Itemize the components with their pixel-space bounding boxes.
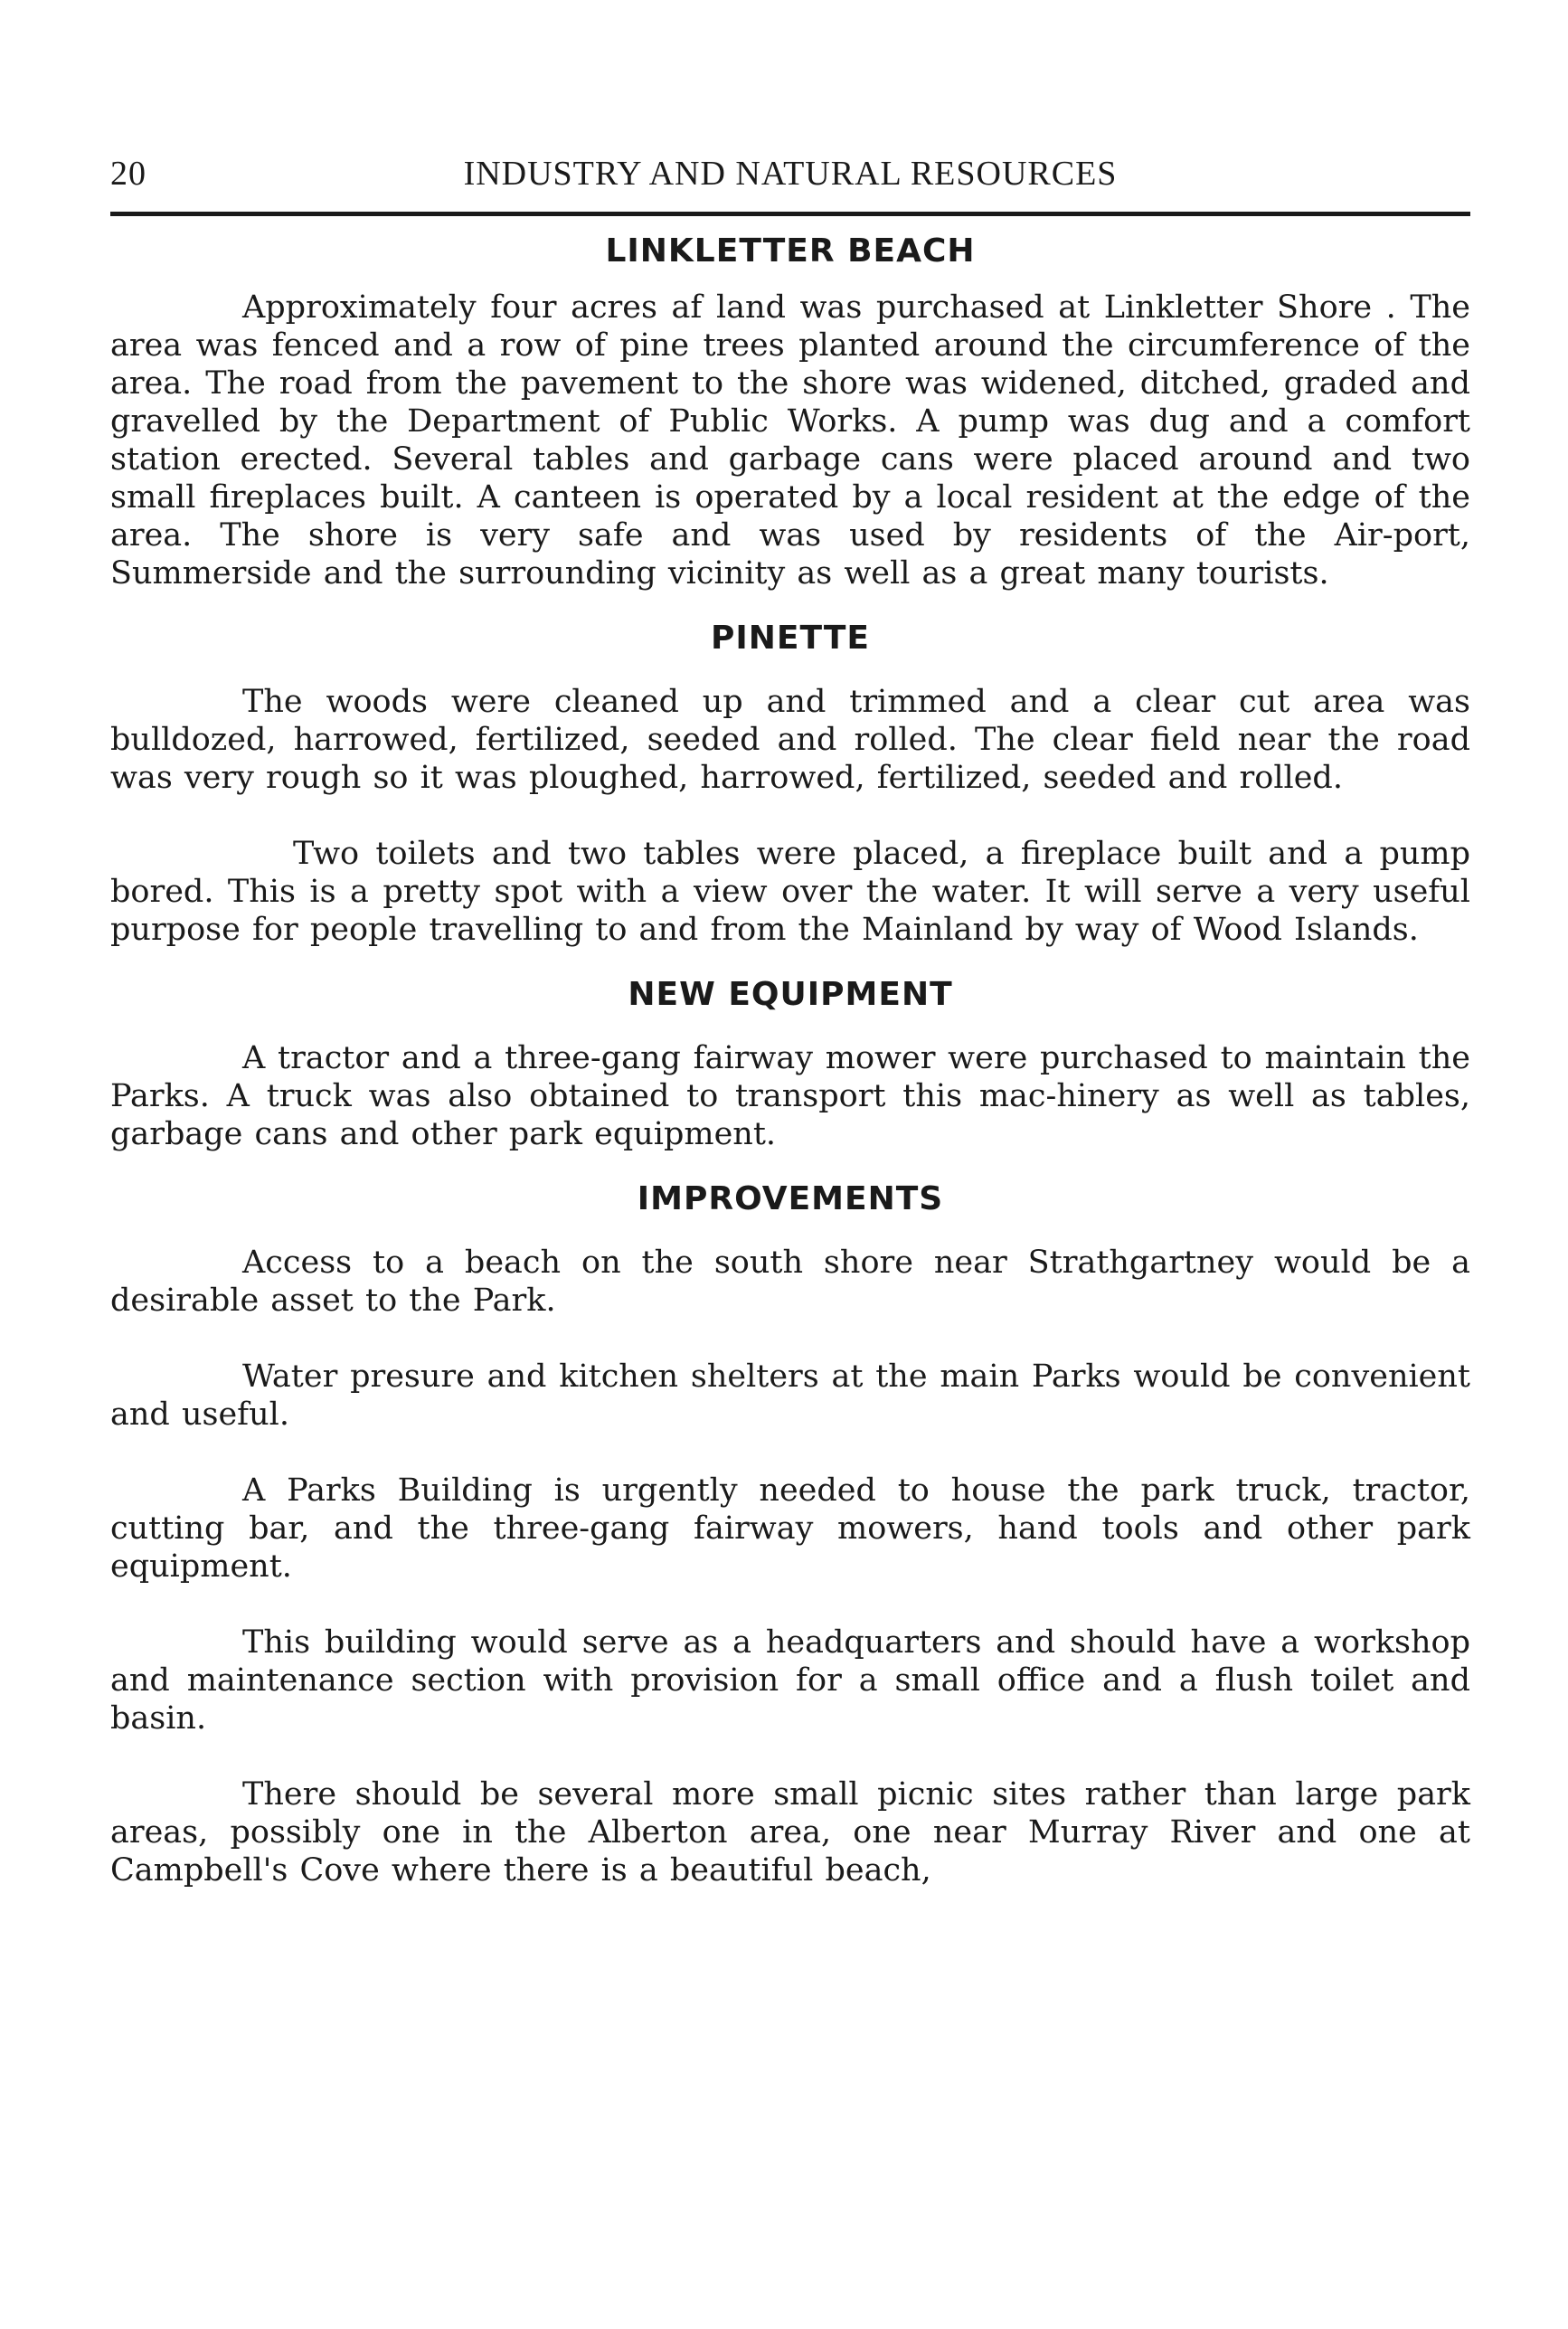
section-heading: IMPROVEMENTS [637, 1180, 944, 1217]
paragraph: The woods were cleaned up and trimmed and a clear cut area was bulldozed, harrowed, fertilized, seeded and rolled. The clear field near the road was very rough so it was ploughed, harrowed, fertilized, seeded and rolled. [110, 684, 1470, 796]
paragraph: Approximately four acres af land was purchased at Linkletter Shore . The area was fenced and a row of pine trees planted around the circumference of the area. The road from the pavement to the shore was widened, ditched, graded and gravelled by the Department of Public Works. A pump was dug and a comfort station erected. Several tables and garbage cans were placed around and two small fireplaces built. A canteen is operated by a local resident at the edge of the area. The shore is very safe and was used by residents of the Air-port, Summerside and the surrounding vicinity as well as a great many tourists. [110, 289, 1470, 592]
section-heading: NEW EQUIPMENT [628, 976, 953, 1013]
section-heading: PINETTE [710, 620, 871, 657]
paragraph: Two toilets and two tables were placed, a fireplace built and a pump bored. This is a pretty spot with a view over the water. It will serve a very useful purpose for people travelling to and from the Mainland by way of Wood Islands. [110, 836, 1470, 948]
document-page [110, 136, 1470, 1889]
paragraph: This building would serve as a headquarters and should have a workshop and maintenance section with provision for a small office and a flush toilet and basin. [110, 1624, 1470, 1737]
paragraph: Access to a beach on the south shore near Strathgartney would be a desirable asset to the Park. [110, 1245, 1470, 1319]
section-new-equipment [110, 972, 1470, 1153]
paragraph: Water presure and kitchen shelters at the main Parks would be convenient and useful. [110, 1359, 1470, 1433]
page-number: 20 [110, 155, 146, 193]
section-pinette [110, 616, 1470, 949]
running-header [110, 136, 1470, 216]
running-title: INDUSTRY AND NATURAL RESOURCES [463, 155, 1118, 193]
section-improvements [110, 1177, 1470, 1889]
section-linkletter-beach [110, 229, 1470, 592]
paragraph: A tractor and a three-gang fairway mower were purchased to maintain the Parks. A truck was also obtained to transport this mac-hinery as well as tables, garbage cans and other park equipment. [110, 1040, 1470, 1152]
paragraph: There should be several more small picnic sites rather than large park areas, possibly one in the Alberton area, one near Murray River and one at Campbell's Cove where there is a beautiful beach, [110, 1776, 1470, 1889]
paragraph: A Parks Building is urgently needed to house the park truck, tractor, cutting bar, and the three-gang fairway mowers, hand tools and other park equipment. [110, 1472, 1470, 1585]
section-heading: LINKLETTER BEACH [605, 232, 976, 270]
